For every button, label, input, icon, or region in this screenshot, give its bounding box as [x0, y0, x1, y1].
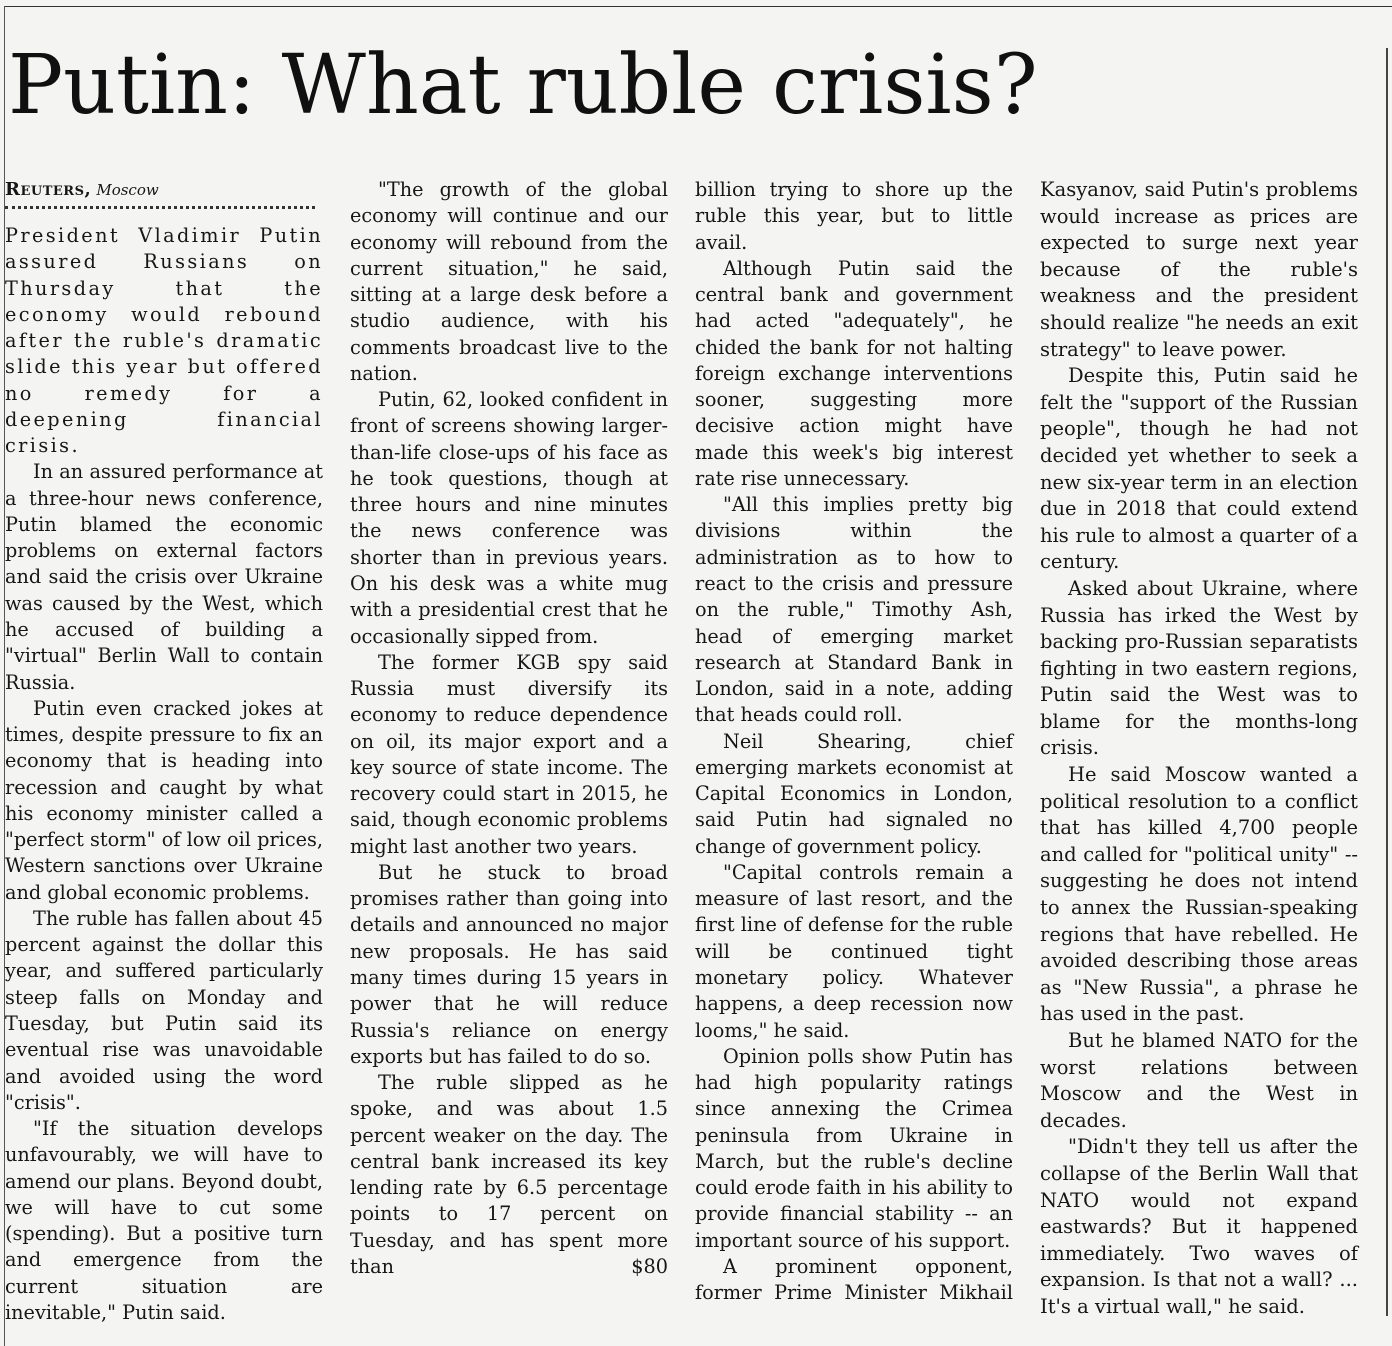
byline-agency: Reuters,: [5, 179, 92, 200]
paragraph: He said Moscow wanted a political resolution to a conflict that has killed 4,700 people and called for "political unity" -- suggesting he does not intend to annex the Russian-speaking regions that have rebelled. He avoided describing those areas as "New Russia", a phrase he has used in the past.: [1040, 763, 1358, 1026]
headline: Putin: What ruble crisis?: [8, 38, 1038, 133]
paragraph: "Capital controls remain a measure of last resort, and the first line of defense for the ruble will be continued tight monetary policy. Whatever happens, a deep recession now looms," he said.: [695, 860, 1014, 1042]
paragraph: billion trying to shore up the ruble this year, but to little avail.: [695, 178, 1013, 254]
byline: [5, 177, 323, 204]
article-column-4: [1040, 177, 1358, 1321]
paragraph: "Didn't they tell us after the collapse of the Berlin Wall that NATO would not expand eastwards? But it happened immediately. Two waves of expansion. Is that not a wall? ... It's a virtual wall," he said.: [1040, 1135, 1358, 1318]
right-rule: [1386, 48, 1388, 1316]
article-column-3: [695, 177, 1013, 1306]
paragraph: Neil Shearing, chief emerging markets economist at Capital Economics in London, said Putin had signaled no change of government policy.: [695, 729, 1013, 858]
paragraph: Although Putin said the central bank and government had acted "adequately", he chided the bank for not halting foreign exchange interventions sooner, suggesting more decisive action might have made this week's big interest rate rise unnecessary.: [695, 256, 1013, 490]
paragraph: "If the situation develops unfavourably, we will have to amend our plans. Beyond doubt, we will have to cut some (spending). But a positive turn and emergence from the current situation are inevitable," Putin said.: [5, 1117, 323, 1324]
top-rule: [4, 6, 1392, 7]
paragraph: Opinion polls show Putin has had high popularity ratings since annexing the Crimea peninsula from Ukraine in March, but the ruble's decline could erode faith in his ability to provide financial stability -- an important source of his support.: [695, 1044, 1013, 1252]
paragraph: The ruble has fallen about 45 percent against the dollar this year, and suffered particularly steep falls on Monday and Tuesday, but Putin said its eventual rise was unavoidable and avoided using the word "crisis".: [5, 906, 323, 1114]
paragraph: Despite this, Putin said he felt the "support of the Russian people", though he had not decided yet whether to seek a new six-year term in an election due in 2018 that could extend his rule to almost a quarter of a century.: [1040, 364, 1358, 574]
paragraph: Putin, 62, looked confident in front of screens showing larger-than-life close-ups of his face as he took questions, though at three hours and nine minutes the news conference was shorter than in previous years. On his desk was a white mug with a presidential crest that he occasionally sipped from.: [350, 388, 668, 648]
paragraph: Asked about Ukraine, where Russia has irked the West by backing pro-Russian separatists fighting in two eastern regions, Putin said the West was to blame for the months-long crisis.: [1040, 576, 1358, 760]
paragraph: The former KGB spy said Russia must diversify its economy to reduce dependence on oil, its major export and a key source of state income. The recovery could start in 2015, he said, though economic problems might last another two years.: [350, 650, 668, 858]
paragraph: The ruble slipped as he spoke, and was about 1.5 percent weaker on the day. The central bank increased its key lending rate by 6.5 percentage points to 17 percent on Tuesday, and has spent more than $80: [350, 1071, 668, 1278]
paragraph: A prominent opponent, former Prime Minister Mikhail: [695, 1254, 1013, 1305]
paragraph: President Vladimir Putin assured Russians on Thursday that the economy would rebound after the ruble's dramatic slide this year but offered no remedy for a deepening financial crisis.: [5, 224, 323, 458]
paragraph: Putin even cracked jokes at times, despite pressure to fix an economy that is heading into recession and caught by what his economy minister called a "perfect storm" of low oil prices, Western sanctions over Ukraine and global economic problems.: [5, 696, 323, 904]
byline-location: Moscow: [96, 181, 159, 199]
paragraph: "All this implies pretty big divisions within the administration as to how to react to the crisis and pressure on the ruble," Timothy Ash, head of emerging market research at Standard Bank in London, said in a note, adding that heads could roll.: [695, 493, 1013, 727]
paragraph: But he stuck to broad promises rather than going into details and announced no major new proposals. He has said many times during 15 years in power that he will reduce Russia's reliance on energy exports but has failed to do so.: [350, 860, 668, 1068]
article-column-1: [5, 177, 323, 1326]
byline-divider: [5, 206, 315, 209]
paragraph: Kasyanov, said Putin's problems would increase as prices are expected to surge next year because of the ruble's weakness and the president should realize "he needs an exit strategy" to leave power.: [1040, 178, 1358, 361]
article-column-2: [350, 177, 668, 1280]
paragraph: In an assured performance at a three-hour news conference, Putin blamed the economic problems on external factors and said the crisis over Ukraine was caused by the West, which he accused of building a "virtual" Berlin Wall to contain Russia.: [5, 460, 323, 694]
paragraph: "The growth of the global economy will continue and our economy will rebound from the current situation," he said, sitting at a large desk before a studio audience, with his comments broadcast live to the nation.: [350, 178, 668, 385]
paragraph: But he blamed NATO for the worst relations between Moscow and the West in decades.: [1040, 1029, 1358, 1132]
